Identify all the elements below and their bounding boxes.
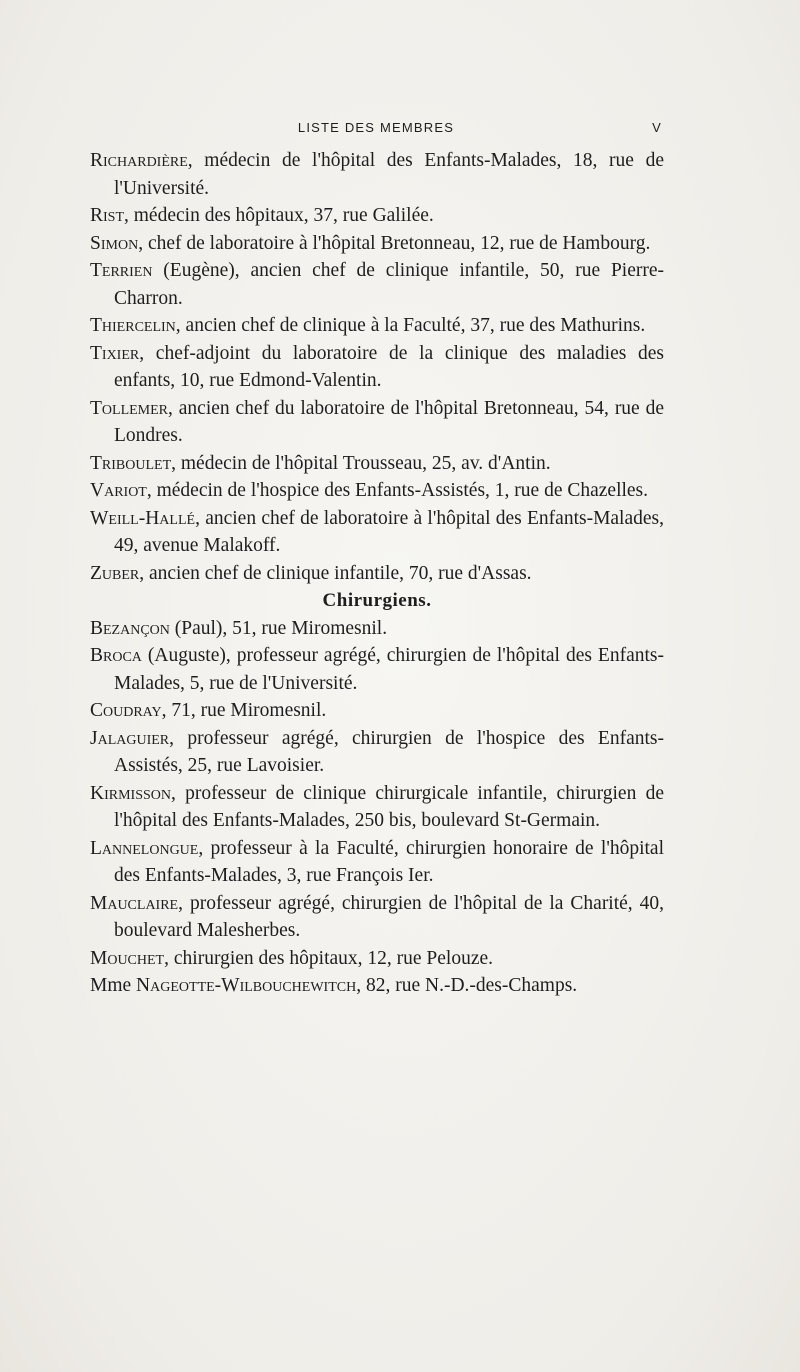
list-item (90, 642, 664, 697)
list-item (90, 890, 664, 945)
running-title: LISTE DES MEMBRES (297, 120, 455, 135)
member-details: , 82, rue N.-D.-des-Champs. (356, 975, 578, 996)
member-details: , médecin des hôpitaux, 37, rue Galilée. (124, 205, 434, 226)
member-details: (Auguste), professeur agrégé, chirurgien de l'hôpital des Enfants-Malades, 5, rue de l'Université. (114, 645, 664, 694)
list-item (90, 202, 664, 230)
list-item (90, 560, 664, 588)
member-details: , ancien chef de clinique à la Faculté, 37, rue des Mathurins. (175, 315, 646, 336)
member-name: Lannelongue (90, 837, 199, 859)
member-name: Nageotte-Wilbouchewitch (136, 975, 357, 996)
section-heading: Chirurgiens. (322, 590, 432, 611)
member-details: (Eugène), ancien chef de clinique infantile, 50, rue Pierre-Charron. (114, 260, 664, 309)
member-details: , professeur agrégé, chirurgien de l'hospice des Enfants-Assistés, 25, rue Lavoisier. (114, 727, 664, 776)
list-item (90, 835, 664, 890)
list-item (90, 395, 664, 450)
member-name: Tollemer (90, 397, 169, 419)
member-name: Mouchet (90, 947, 165, 969)
list-item (90, 780, 664, 835)
member-details: , professeur à la Faculté, chirurgien honoraire de l'hôpital des Enfants-Malades, 3, rue François Ier. (114, 837, 664, 886)
member-name: Bezançon (90, 617, 170, 639)
member-details: , professeur de clinique chirurgicale infantile, chirurgien de l'hôpital des Enfants-Malades, 250 bis, boulevard St-Germain. (114, 782, 664, 831)
member-name: Terrien (90, 260, 153, 281)
member-name: Zuber (90, 562, 140, 584)
member-name: Weill-Hallé (90, 507, 196, 529)
member-details: , chef de laboratoire à l'hôpital Bretonneau, 12, rue de Hambourg. (138, 232, 651, 254)
member-details: , médecin de l'hôpital des Enfants-Malades, 18, rue de l'Université. (114, 150, 664, 199)
list-item (90, 340, 664, 395)
list-item (90, 450, 664, 478)
member-name: Richardière (90, 150, 188, 171)
list-item (90, 615, 664, 643)
member-name: Mauclaire (90, 892, 179, 914)
list-item (90, 505, 664, 560)
member-details: , ancien chef du laboratoire de l'hôpital Bretonneau, 54, rue de Londres. (114, 397, 664, 446)
member-name: Broca (90, 645, 142, 666)
member-name: Triboulet (90, 452, 172, 474)
member-details: , ancien chef de clinique infantile, 70, rue d'Assas. (139, 562, 532, 584)
member-name: Rist (90, 205, 125, 226)
member-name: Simon (90, 232, 139, 254)
member-prefix: Mme (90, 975, 137, 996)
member-details: , professeur agrégé, chirurgien de l'hôpital de la Charité, 40, boulevard Malesherbes. (114, 892, 664, 941)
member-name: Thiercelin (90, 315, 176, 336)
list-item (90, 257, 664, 312)
list-item (90, 312, 664, 340)
member-details: , médecin de l'hospice des Enfants-Assistés, 1, rue de Chazelles. (146, 480, 649, 501)
member-details: , chef-adjoint du laboratoire de la clinique des maladies des enfants, 10, rue Edmond-Valentin. (114, 342, 664, 391)
list-item (90, 725, 664, 780)
member-name: Tixier (90, 342, 140, 364)
member-details: , médecin de l'hôpital Trousseau, 25, av. d'Antin. (171, 452, 551, 474)
list-item (90, 147, 664, 202)
member-details: , ancien chef de laboratoire à l'hôpital des Enfants-Malades, 49, avenue Malakoff. (114, 507, 664, 556)
member-name: Kirmisson (90, 782, 171, 804)
member-details: , 71, rue Miromesnil. (161, 700, 327, 721)
member-name: Jalaguier (90, 727, 170, 749)
list-item (90, 230, 664, 258)
member-details: , chirurgien des hôpitaux, 12, rue Pelouze. (164, 947, 494, 969)
running-header (90, 120, 662, 140)
member-name: Coudray (90, 700, 162, 721)
member-name: Variot (90, 480, 147, 501)
member-details: (Paul), 51, rue Miromesnil. (169, 617, 388, 639)
list-item (90, 697, 664, 725)
page-number: V (652, 120, 662, 135)
list-item (90, 477, 664, 505)
list-item (90, 945, 664, 973)
list-item (90, 972, 664, 1000)
member-list (90, 147, 664, 1000)
